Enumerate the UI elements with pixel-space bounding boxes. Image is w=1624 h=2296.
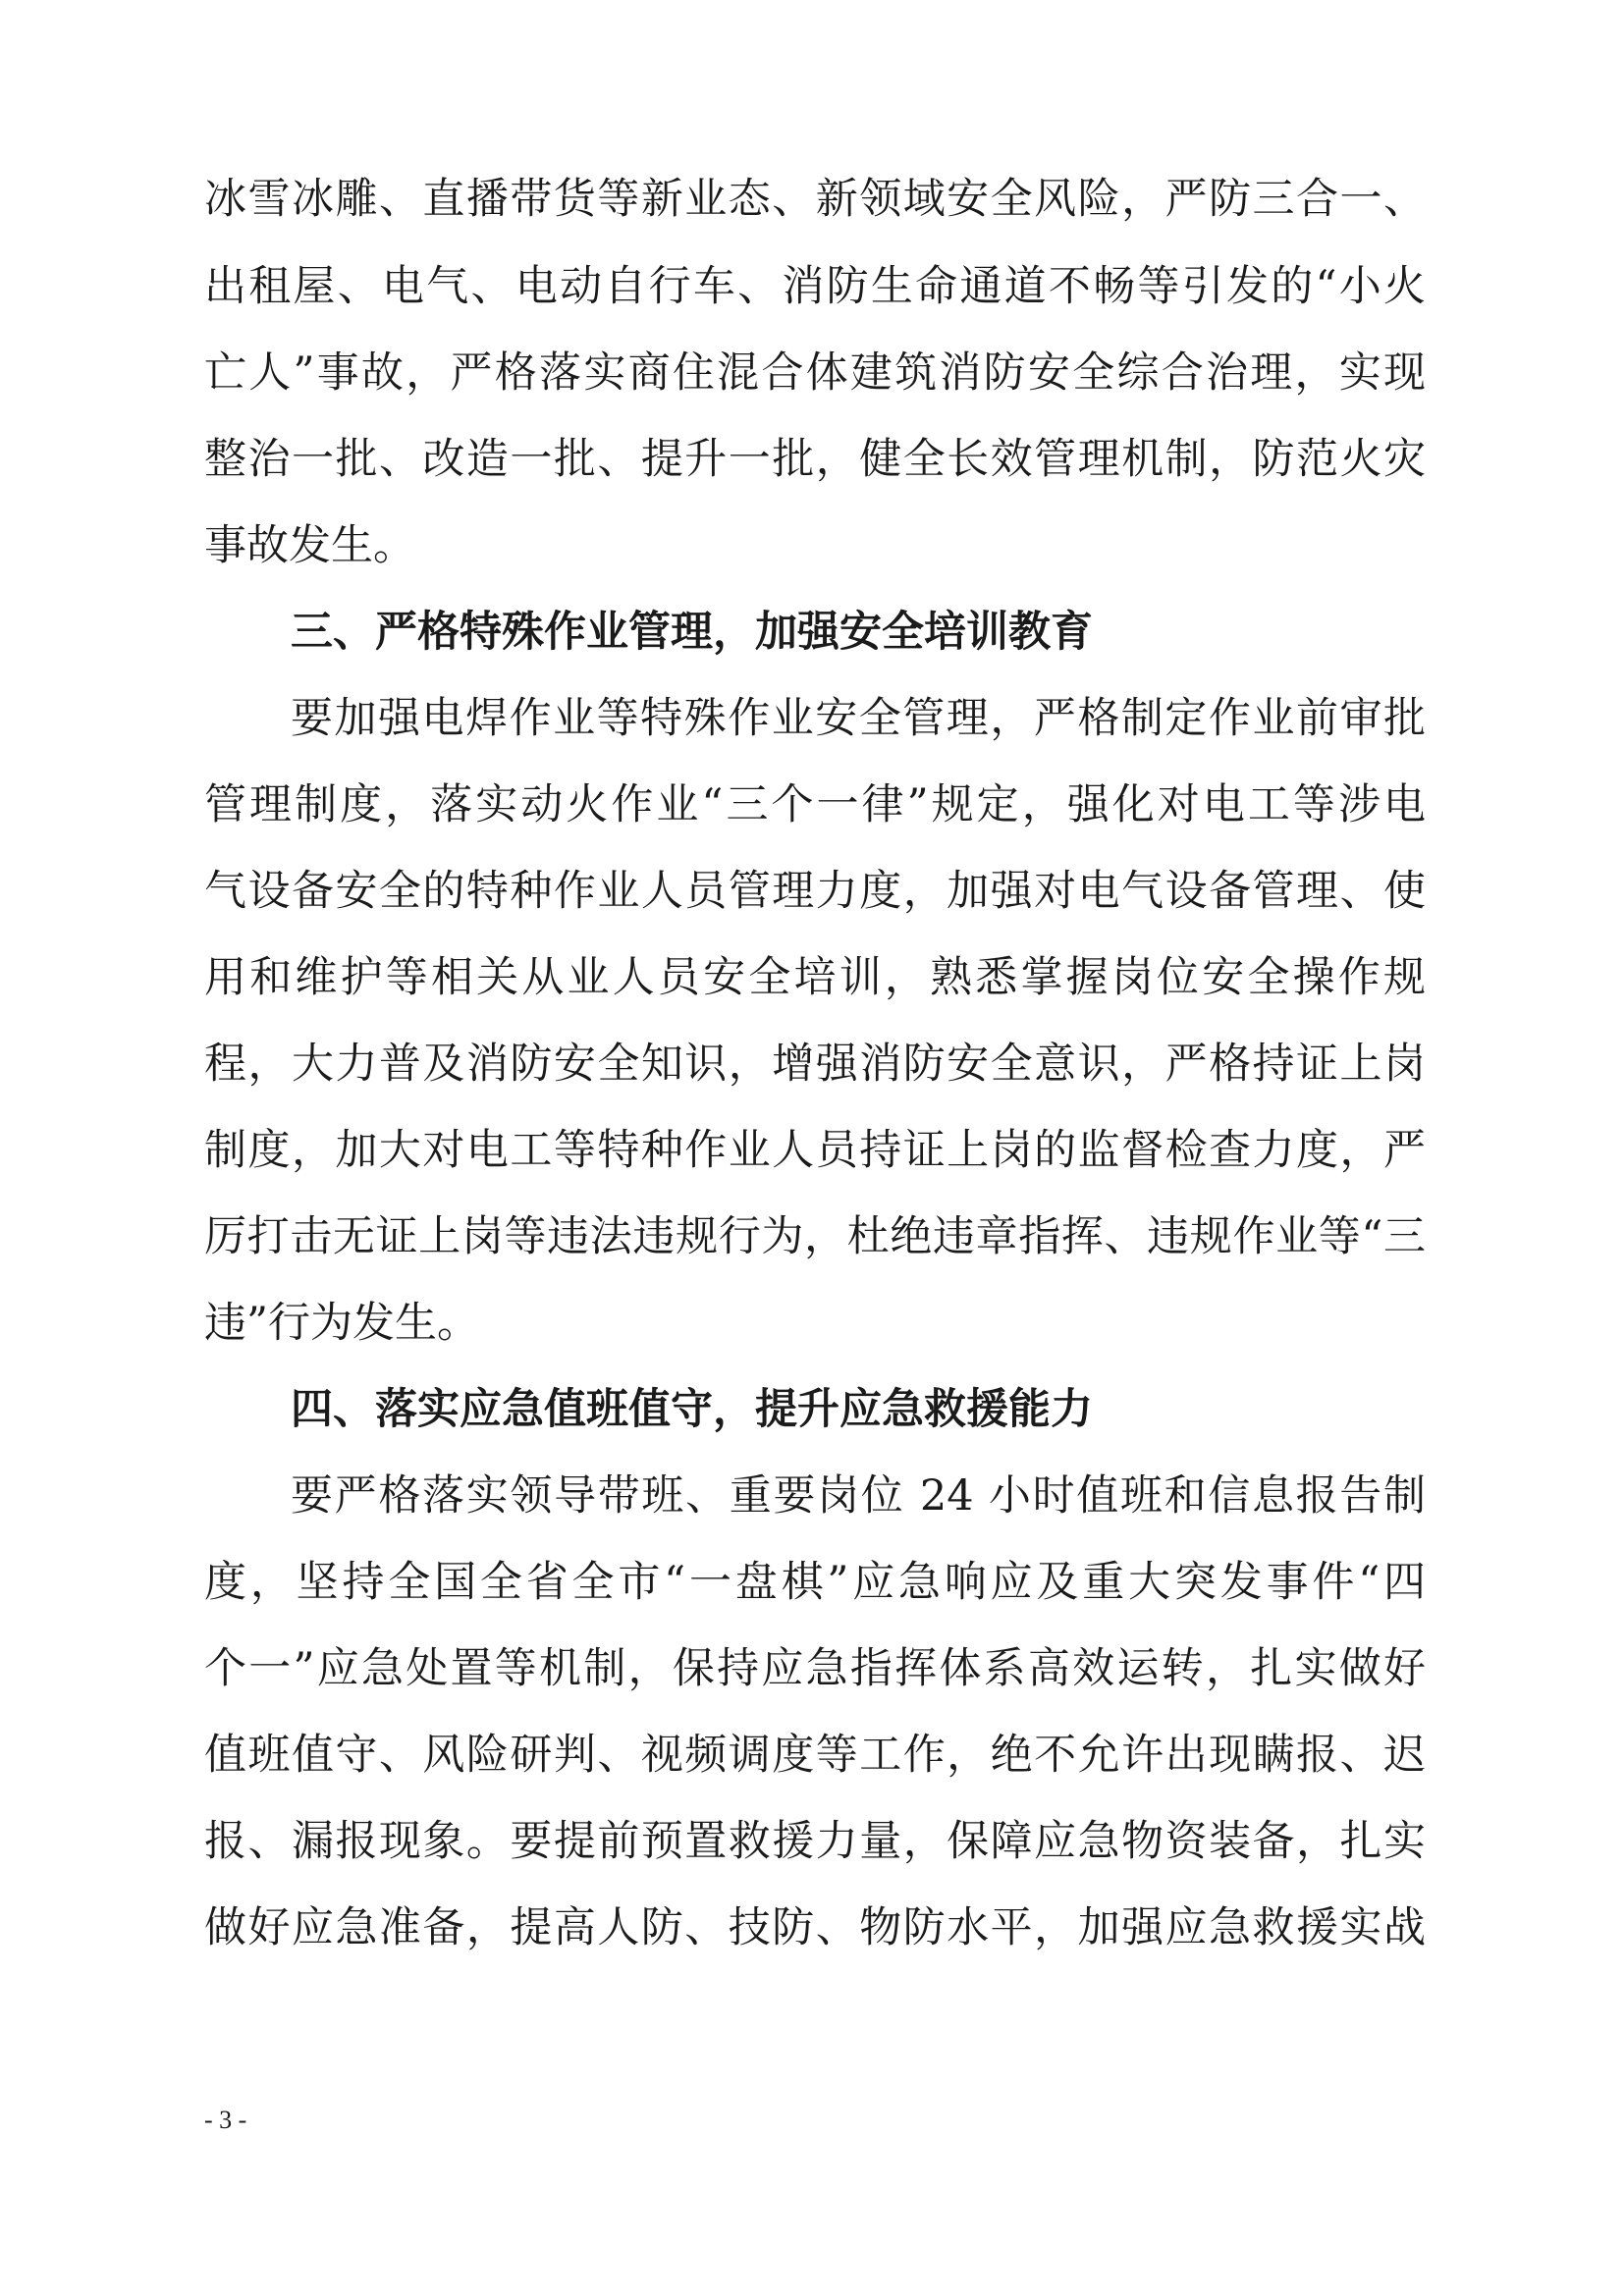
body-text-line: 值班值守、风险研判、视频调度等工作，绝不允许出现瞒报、迟 [204,1731,1426,1780]
body-text-line: 程，大力普及消防安全知识，增强消防安全意识，严格持证上岗 [204,1040,1426,1089]
body-text-line: 气设备安全的特种作业人员管理力度，加强对电气设备管理、使 [204,867,1426,916]
section-heading-4: 四、落实应急值班值守，提升应急救援能力 [291,1385,1093,1434]
body-text-line: 管理制度，落实动火作业“三个一律”规定，强化对电工等涉电 [204,780,1426,829]
body-text-line: 厉打击无证上岗等违法违规行为，杜绝违章指挥、违规作业等“三 [204,1212,1426,1261]
section-heading-3: 三、严格特殊作业管理，加强安全培训教育 [291,608,1093,657]
body-text-line: 事故发生。 [204,521,415,570]
body-text-line: 违”行为发生。 [204,1299,479,1348]
body-text-line: 出租屋、电气、电动自行车、消防生命通道不畅等引发的“小火 [204,262,1426,311]
page-number: - 3 - [204,2106,247,2134]
body-text-line: 要加强电焊作业等特殊作业安全管理，严格制定作业前审批 [291,694,1426,743]
body-text-line: 用和维护等相关从业人员安全培训，熟悉掌握岗位安全操作规 [204,953,1426,1002]
body-text-line: 报、漏报现象。要提前预置救援力量，保障应急物资装备，扎实 [204,1817,1426,1866]
body-text-line: 制度，加大对电工等特种作业人员持证上岗的监督检查力度，严 [204,1126,1426,1175]
body-text-line: 要严格落实领导带班、重要岗位 24 小时值班和信息报告制 [291,1471,1426,1521]
body-text-line: 度，坚持全国全省全市“一盘棋”应急响应及重大突发事件“四 [204,1558,1426,1607]
body-text-line: 亡人”事故，严格落实商住混合体建筑消防安全综合治理，实现 [204,348,1426,398]
body-text-line: 整治一批、改造一批、提升一批，健全长效管理机制，防范火灾 [204,435,1426,484]
body-text-line: 做好应急准备，提高人防、技防、物防水平，加强应急救援实战 [204,1903,1426,1952]
body-text-line: 冰雪冰雕、直播带货等新业态、新领域安全风险，严防三合一、 [204,175,1426,224]
body-text-line: 个一”应急处置等机制，保持应急指挥体系高效运转，扎实做好 [204,1644,1426,1693]
